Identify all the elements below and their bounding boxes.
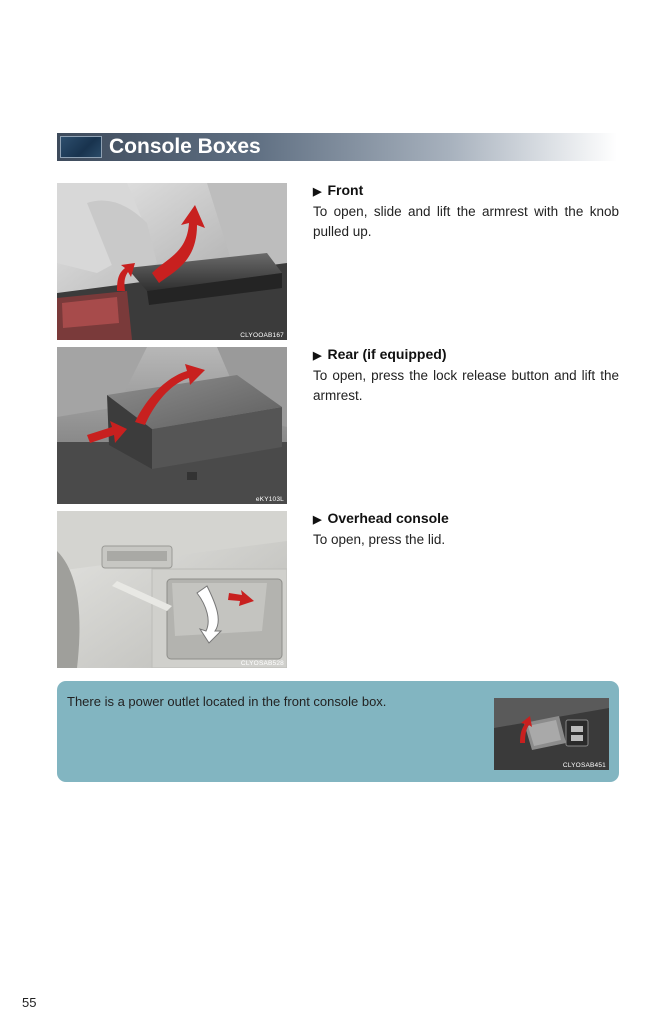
note-box — [57, 681, 619, 782]
triangle-bullet-icon: ▶ — [313, 350, 322, 362]
section-title: Overhead console — [327, 510, 449, 526]
note-text: There is a power outlet located in the front console box. — [67, 694, 387, 709]
image-code: CLYOOAB167 — [240, 332, 284, 339]
section-body: To open, press the lid. — [313, 532, 446, 547]
header-swatch — [60, 136, 102, 158]
triangle-bullet-icon: ▶ — [313, 186, 322, 198]
power-outlet-photo — [494, 698, 609, 770]
section-heading — [313, 508, 619, 530]
section-title: Rear (if equipped) — [327, 346, 447, 362]
section-body: To open, slide and lift the armrest with the knob pulled up. — [313, 204, 619, 239]
overhead-console-photo — [57, 511, 287, 668]
page-title: Console Boxes — [109, 135, 261, 158]
image-code: eKY103L — [255, 496, 284, 503]
section-title: Front — [327, 182, 364, 198]
triangle-bullet-icon: ▶ — [313, 514, 322, 526]
page-number: 55 — [22, 995, 37, 1010]
section-front — [313, 180, 619, 242]
section-heading — [313, 180, 619, 202]
section-body: To open, press the lock release button and lift the armrest. — [313, 368, 619, 403]
section-rear — [313, 344, 619, 406]
front-armrest-photo — [57, 183, 287, 340]
image-code: CLYOSAB528 — [240, 660, 284, 667]
section-header-bar — [57, 133, 617, 161]
section-overhead — [313, 508, 619, 550]
rear-armrest-photo — [57, 347, 287, 504]
image-code: CLYOSAB451 — [562, 762, 606, 769]
section-heading — [313, 344, 619, 366]
